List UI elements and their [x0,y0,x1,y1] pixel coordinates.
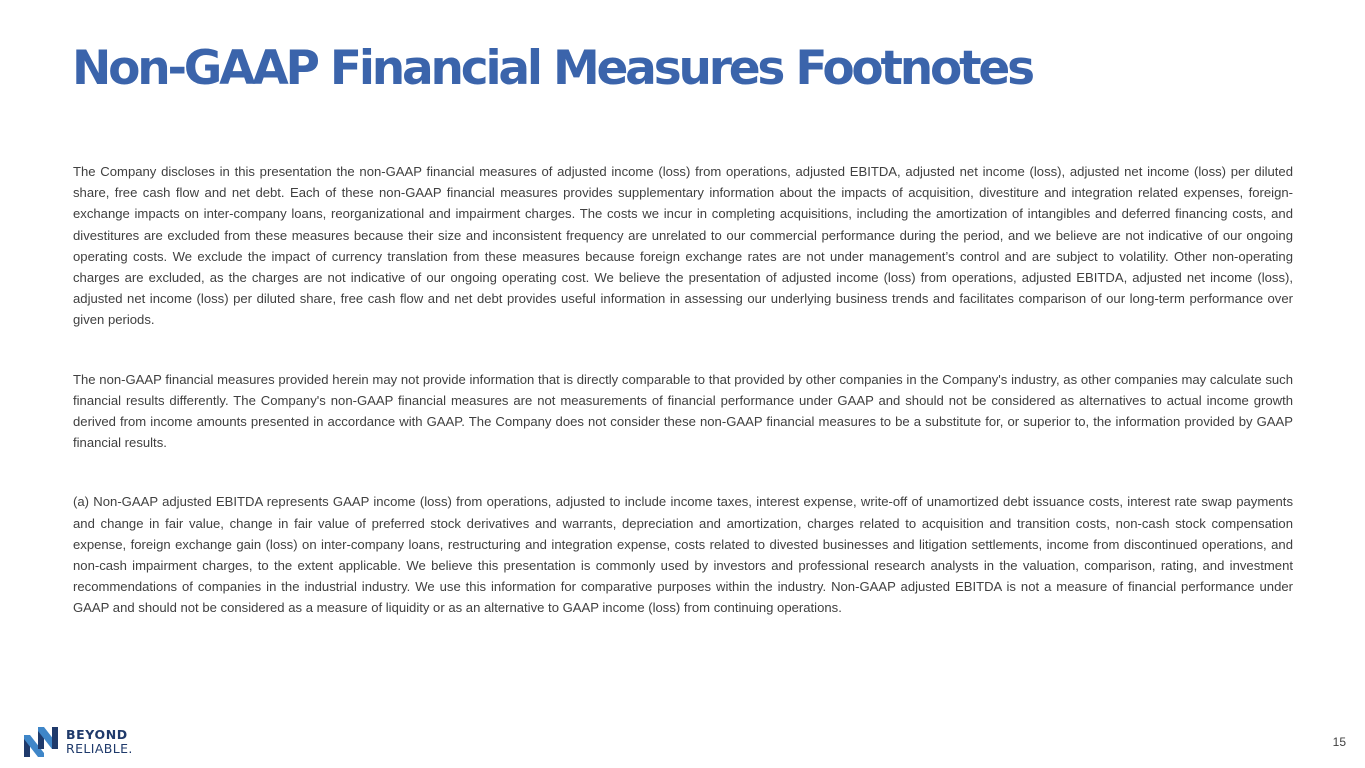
logo-text-reliable: RELΙABLE. [66,741,133,756]
nn-logo-icon [24,727,62,757]
footnote-paragraph-intro: The Company discloses in this presentation the non-GAAP financial measures of adjusted income (loss) from operations, adjusted EBITDA, adjusted net income (loss), adjusted net income (loss) per diluted share, free cash flow and net debt. Each of these non-GAAP financial measures provides supplementary information about the impacts of acquisition, divestiture and integration related expenses, foreign-exchange impacts on inter-company loans, reorganizational and impairment charges. The costs we incur in completing acquisitions, including the amortization of intangibles and deferred financing costs, and divestitures are excluded from these measures because their size and inconsistent frequency are unrelated to our commercial performance during the period, and we believe are not indicative of our ongoing operating costs. We exclude the impact of currency translation from these measures because foreign exchange rates are not under management’s control and are subject to volatility. Other non-operating charges are excluded, as the charges are not indicative of our ongoing operating cost. We believe the presentation of adjusted income (loss) from operations, adjusted EBITDA, adjusted net income (loss), adjusted net income (loss) per diluted share, free cash flow and net debt provides useful information in assessing our underlying business trends and facilitates comparison of our long-term performance over given periods. [73,164,1293,328]
page-number: 15 [1332,735,1346,749]
footnote-paragraph-ebitda: (a) Non-GAAP adjusted EBITDA represents GAAP income (loss) from operations, adjusted to include income taxes, interest expense, write-off of unamortized debt issuance costs, interest rate swap payments and change in fair value, change in fair value of preferred stock derivatives and warrants, depreciation and amortization, charges related to acquisition and transition costs, non-cash stock compensation expense, foreign exchange gain (loss) on inter-company loans, restructuring and integration expense, costs related to divested businesses and litigation settlements, income from discontinued operations, and non-cash impairment charges, to the extent applicable. We believe this presentation is commonly used by investors and professional research analysts in the valuation, comparison, rating, and investment recommendations of companies in the industrial industry. We use this information for comparative purposes within the industry. Non-GAAP adjusted EBITDA is not a measure of financial performance under GAAP and should not be considered as a measure of liquidity or as an alternative to GAAP income (loss) from continuing operations. [73,494,1293,616]
page-title: Non-GAAP Financial Measures Footnotes [72,41,1032,96]
footnote-paragraph-comparability: The non-GAAP financial measures provided herein may not provide information that is directly comparable to that provided by other companies in the Company's industry, as other companies may calculate such financial results differently. The Company's non-GAAP financial measures are not measurements of financial performance under GAAP and should not be considered as alternatives to actual income growth derived from income amounts presented in accordance with GAAP. The Company does not consider these non-GAAP financial measures to be a substitute for, or superior to, the information provided by GAAP financial results. [73,371,1293,451]
footnotes-body [73,161,1293,619]
logo-text-beyond: BEYOND [66,726,128,742]
company-logo [24,727,133,757]
